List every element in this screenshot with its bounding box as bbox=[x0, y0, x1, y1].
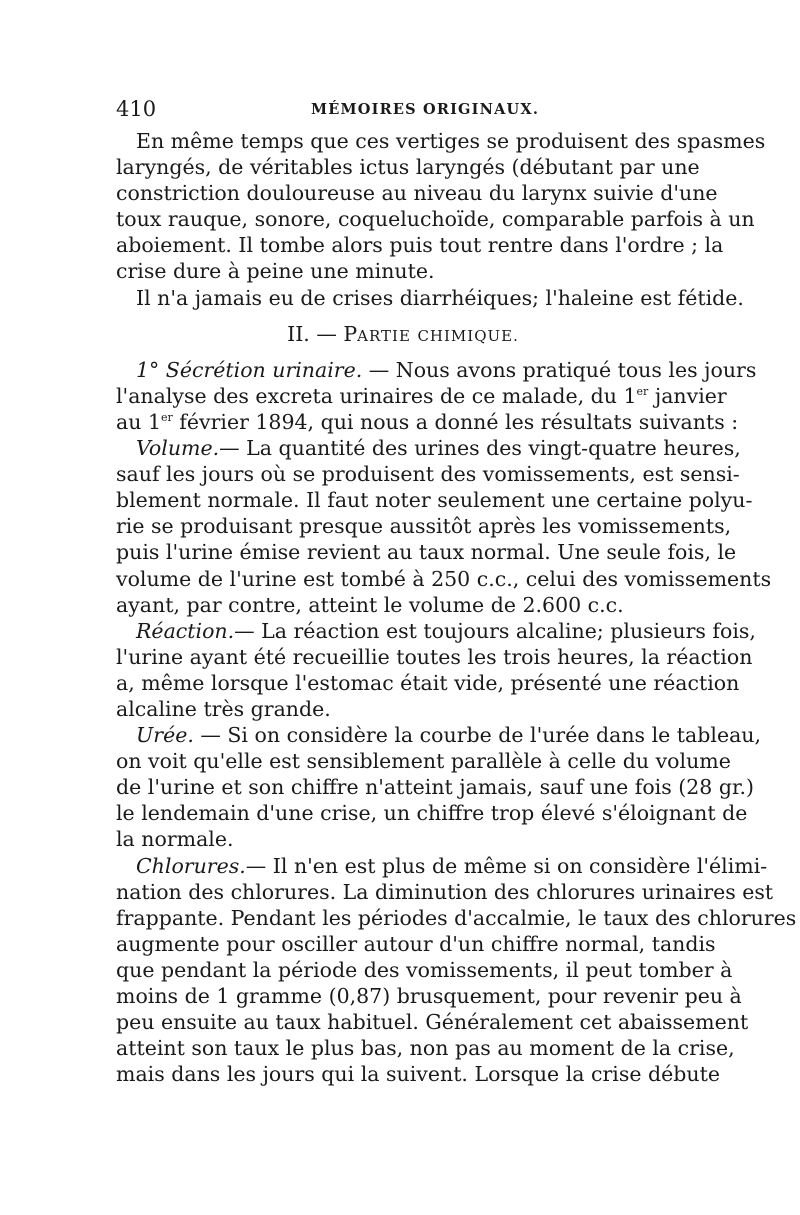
text-line: blement normale. Il faut noter seulement une certaine polyu- bbox=[116, 488, 753, 513]
text-span: — Si on considère la courbe de l'urée dans le tableau, bbox=[193, 723, 762, 748]
section-heading bbox=[116, 321, 690, 347]
text-span: au 1 bbox=[116, 409, 161, 434]
text-line: constriction douloureuse au niveau du larynx suivie d'une bbox=[116, 181, 718, 206]
text-line: de l'urine et son chiffre n'atteint jamais, sauf une fois (28 gr.) bbox=[116, 775, 755, 800]
running-title: MÉMOIRES ORIGINAUX. bbox=[311, 101, 540, 118]
text-line: ayant, par contre, atteint le volume de 2.600 c.c. bbox=[116, 592, 624, 617]
text-line: alcaline très grande. bbox=[116, 696, 331, 721]
section-word: CHIMIQUE. bbox=[417, 326, 519, 345]
text-line: peu ensuite au taux habituel. Généralement cet abaissement bbox=[116, 1010, 749, 1035]
text-span: janvier bbox=[648, 383, 727, 408]
text-line: nation des chlorures. La diminution des chlorures urinaires est bbox=[116, 879, 774, 904]
paragraph-reaction bbox=[116, 618, 756, 722]
text-line: le lendemain d'une crise, un chiffre trop élevé s'éloignant de bbox=[116, 801, 748, 826]
text-line: crise dure à peine une minute. bbox=[116, 259, 435, 284]
text-line bbox=[116, 357, 757, 383]
section-numeral: II. — bbox=[287, 321, 337, 346]
paragraph-vertiges bbox=[116, 128, 766, 285]
section-word: ARTIE bbox=[357, 326, 411, 345]
paragraph-label: Urée. bbox=[136, 723, 194, 748]
text-line: sauf les jours où se produisent des vomissements, est sensi- bbox=[116, 462, 740, 487]
text-line: la normale. bbox=[116, 827, 234, 852]
section-initial: P bbox=[343, 321, 358, 346]
text-span: février 1894, qui nous a donné les résultats suivants : bbox=[172, 409, 739, 434]
text-line: on voit qu'elle est sensiblement parallèle à celle du volume bbox=[116, 749, 731, 774]
body-text bbox=[116, 128, 797, 1087]
text-line: Il n'a jamais eu de crises diarrhéiques; l'haleine est fétide. bbox=[136, 285, 744, 310]
paragraph-haleine bbox=[116, 285, 744, 311]
text-line: atteint son taux le plus bas, non pas au moment de la crise, bbox=[116, 1036, 735, 1061]
text-line: l'urine ayant été recueillie toutes les trois heures, la réaction bbox=[116, 644, 753, 669]
text-line bbox=[116, 722, 762, 748]
text-line: augmente pour osciller autour d'un chiffre normal, tandis bbox=[116, 931, 716, 956]
text-span: l'analyse des excreta urinaires de ce malade, du 1 bbox=[116, 383, 637, 408]
text-line: volume de l'urine est tombé à 250 c.c., celui des vomissements bbox=[116, 566, 772, 591]
text-line: aboiement. Il tombe alors puis tout rentre dans l'ordre ; la bbox=[116, 233, 724, 258]
text-line bbox=[116, 435, 741, 461]
paragraph-volume bbox=[116, 435, 772, 618]
text-line: a, même lorsque l'estomac était vide, présenté une réaction bbox=[116, 670, 740, 695]
text-line bbox=[116, 383, 727, 409]
text-line bbox=[116, 409, 739, 435]
text-line: rie se produisant presque aussitôt après les vomissements, bbox=[116, 514, 732, 539]
text-line: laryngés, de véritables ictus laryngés (débutant par une bbox=[116, 155, 700, 180]
page-header bbox=[116, 96, 690, 122]
superscript: er bbox=[160, 411, 173, 425]
text-line: mais dans les jours qui la suivent. Lorsque la crise débute bbox=[116, 1062, 720, 1087]
paragraph-uree bbox=[116, 722, 762, 852]
text-line: toux rauque, sonore, coqueluchoïde, comparable parfois à un bbox=[116, 207, 755, 232]
text-line: En même temps que ces vertiges se produisent des spasmes bbox=[136, 129, 766, 153]
text-line: puis l'urine émise revient au taux normal. Une seule fois, le bbox=[116, 540, 737, 565]
paragraph-label: Volume. bbox=[136, 436, 220, 461]
text-line: moins de 1 gramme (0,87) brusquement, pour revenir peu à bbox=[116, 984, 742, 1008]
text-span: — Il n'en est plus de même si on considère l'élimi- bbox=[245, 853, 768, 878]
text-line: frappante. Pendant les périodes d'accalmie, le taux des chlorures bbox=[116, 905, 797, 930]
page-number: 410 bbox=[116, 97, 157, 121]
text-line: que pendant la période des vomissements, il peut tomber à bbox=[116, 957, 733, 982]
text-line bbox=[116, 618, 756, 644]
paragraph-label: Chlorures. bbox=[136, 853, 246, 878]
subsection-label: 1° Sécrétion urinaire. bbox=[136, 357, 363, 382]
paragraph-label: Réaction. bbox=[136, 618, 235, 643]
text-span: — La réaction est toujours alcaline; plusieurs fois, bbox=[234, 618, 756, 643]
text-span: — La quantité des urines des vingt-quatre heures, bbox=[219, 436, 741, 461]
superscript: er bbox=[636, 385, 649, 399]
text-line bbox=[116, 853, 768, 879]
paragraph-chlorures bbox=[116, 853, 797, 1088]
paragraph-secretion bbox=[116, 357, 757, 435]
text-span: — Nous avons pratiqué tous les jours bbox=[362, 357, 757, 382]
